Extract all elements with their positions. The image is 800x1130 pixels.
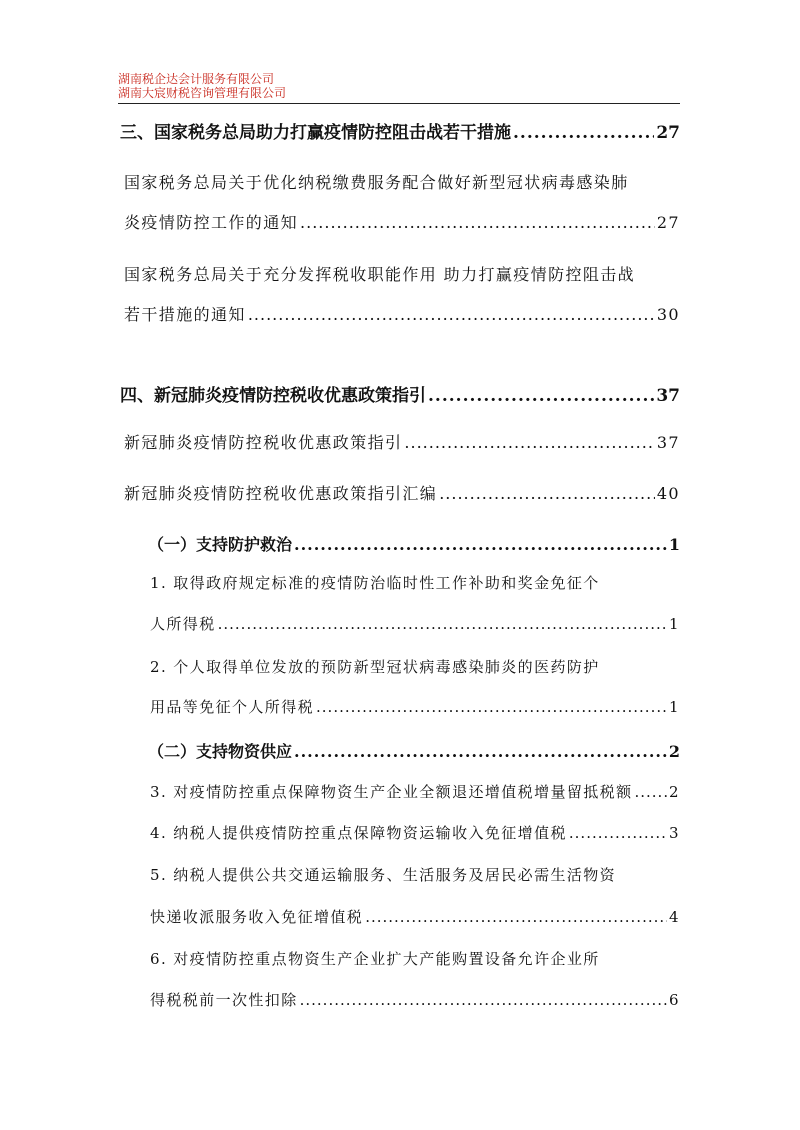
toc-entry-3[interactable] xyxy=(124,430,680,453)
toc-section-4[interactable] xyxy=(120,381,680,406)
toc-item-4-title: 4. 纳税人提供疫情防控重点保障物资运输收入免征增值税 xyxy=(150,824,567,842)
toc-entry-1-page: 27 xyxy=(656,213,680,232)
toc-entry-1-line-2: 炎疫情防控工作的通知 xyxy=(124,213,299,232)
document-header xyxy=(118,72,286,100)
toc-entry-2-line-2: 若干措施的通知 xyxy=(124,305,246,324)
toc-item-1-line-1[interactable]: 1. 取得政府规定标准的疫情防治临时性工作补助和奖金免征个 xyxy=(150,574,600,592)
toc-leader-dots xyxy=(316,698,667,716)
toc-item-5-page: 4 xyxy=(669,908,680,926)
toc-item-6-line-2: 得税税前一次性扣除 xyxy=(150,991,298,1009)
toc-leader-dots xyxy=(294,535,667,554)
toc-entry-2-line-1[interactable]: 国家税务总局关于充分发挥税收职能作用 助力打赢疫情防控阻击战 xyxy=(124,265,636,284)
toc-entry-3-page: 37 xyxy=(656,433,680,452)
header-company-1: 湖南税企达会计服务有限公司 xyxy=(118,72,275,86)
toc-item-3[interactable] xyxy=(150,781,680,802)
toc-item-5-line-1[interactable]: 5. 纳税人提供公共交通运输服务、生活服务及居民必需生活物资 xyxy=(150,866,617,884)
toc-item-2[interactable] xyxy=(150,696,680,717)
toc-leader-dots xyxy=(513,123,654,143)
toc-leader-dots xyxy=(365,908,667,926)
toc-entry-4-page: 40 xyxy=(656,484,680,503)
toc-item-6-page: 6 xyxy=(669,991,680,1009)
toc-item-3-page: 2 xyxy=(669,783,680,801)
toc-subsection-1-page: 1 xyxy=(668,535,680,554)
toc-leader-dots xyxy=(569,824,667,842)
toc-leader-dots xyxy=(634,783,667,801)
toc-item-4-page: 3 xyxy=(669,824,680,842)
toc-section-3[interactable] xyxy=(120,118,680,143)
toc-entry-4-title: 新冠肺炎疫情防控税收优惠政策指引汇编 xyxy=(124,484,438,503)
toc-leader-dots xyxy=(300,213,655,232)
toc-subsection-2[interactable] xyxy=(148,739,680,762)
toc-entry-2[interactable] xyxy=(124,302,680,325)
toc-item-1[interactable] xyxy=(150,613,680,634)
toc-leader-dots xyxy=(248,305,655,324)
toc-item-1-page: 1 xyxy=(669,615,680,633)
toc-entry-3-title: 新冠肺炎疫情防控税收优惠政策指引 xyxy=(124,433,403,452)
toc-entry-1-line-1[interactable]: 国家税务总局关于优化纳税缴费服务配合做好新型冠状病毒感染肺 xyxy=(124,173,629,192)
toc-leader-dots xyxy=(428,386,654,406)
toc-item-2-line-2: 用品等免征个人所得税 xyxy=(150,698,315,716)
toc-entry-2-page: 30 xyxy=(656,305,680,324)
toc-item-2-line-1[interactable]: 2. 个人取得单位发放的预防新型冠状病毒感染肺炎的医药防护 xyxy=(150,658,600,676)
header-divider xyxy=(118,103,680,104)
toc-subsection-1-title: （一）支持防护救治 xyxy=(148,535,293,554)
toc-leader-dots xyxy=(439,484,655,503)
toc-entry-1[interactable] xyxy=(124,210,680,233)
toc-entry-4[interactable] xyxy=(124,481,680,504)
toc-section-4-title: 四、新冠肺炎疫情防控税收优惠政策指引 xyxy=(120,386,426,406)
toc-section-4-page: 37 xyxy=(656,386,680,406)
header-company-2: 湖南大宸财税咨询管理有限公司 xyxy=(118,86,287,100)
toc-item-2-page: 1 xyxy=(669,698,680,716)
toc-section-3-title: 三、国家税务总局助力打赢疫情防控阻击战若干措施 xyxy=(120,123,511,143)
toc-leader-dots xyxy=(218,615,667,633)
toc-item-5[interactable] xyxy=(150,906,680,927)
toc-subsection-2-page: 2 xyxy=(668,742,680,761)
toc-item-3-title: 3. 对疫情防控重点保障物资生产企业全额退还增值税增量留抵税额 xyxy=(150,783,633,801)
toc-item-5-line-2: 快递收派服务收入免征增值税 xyxy=(150,908,364,926)
toc-item-6[interactable] xyxy=(150,989,680,1010)
toc-item-6-line-1[interactable]: 6. 对疫情防控重点物资生产企业扩大产能购置设备允许企业所 xyxy=(150,950,600,968)
toc-subsection-2-title: （二）支持物资供应 xyxy=(148,742,293,761)
toc-item-1-line-2: 人所得税 xyxy=(150,615,216,633)
toc-leader-dots xyxy=(294,742,667,761)
toc-subsection-1[interactable] xyxy=(148,532,680,555)
toc-section-3-page: 27 xyxy=(656,123,680,143)
toc-leader-dots xyxy=(300,991,667,1009)
toc-item-4[interactable] xyxy=(150,822,680,843)
toc-leader-dots xyxy=(404,433,654,452)
